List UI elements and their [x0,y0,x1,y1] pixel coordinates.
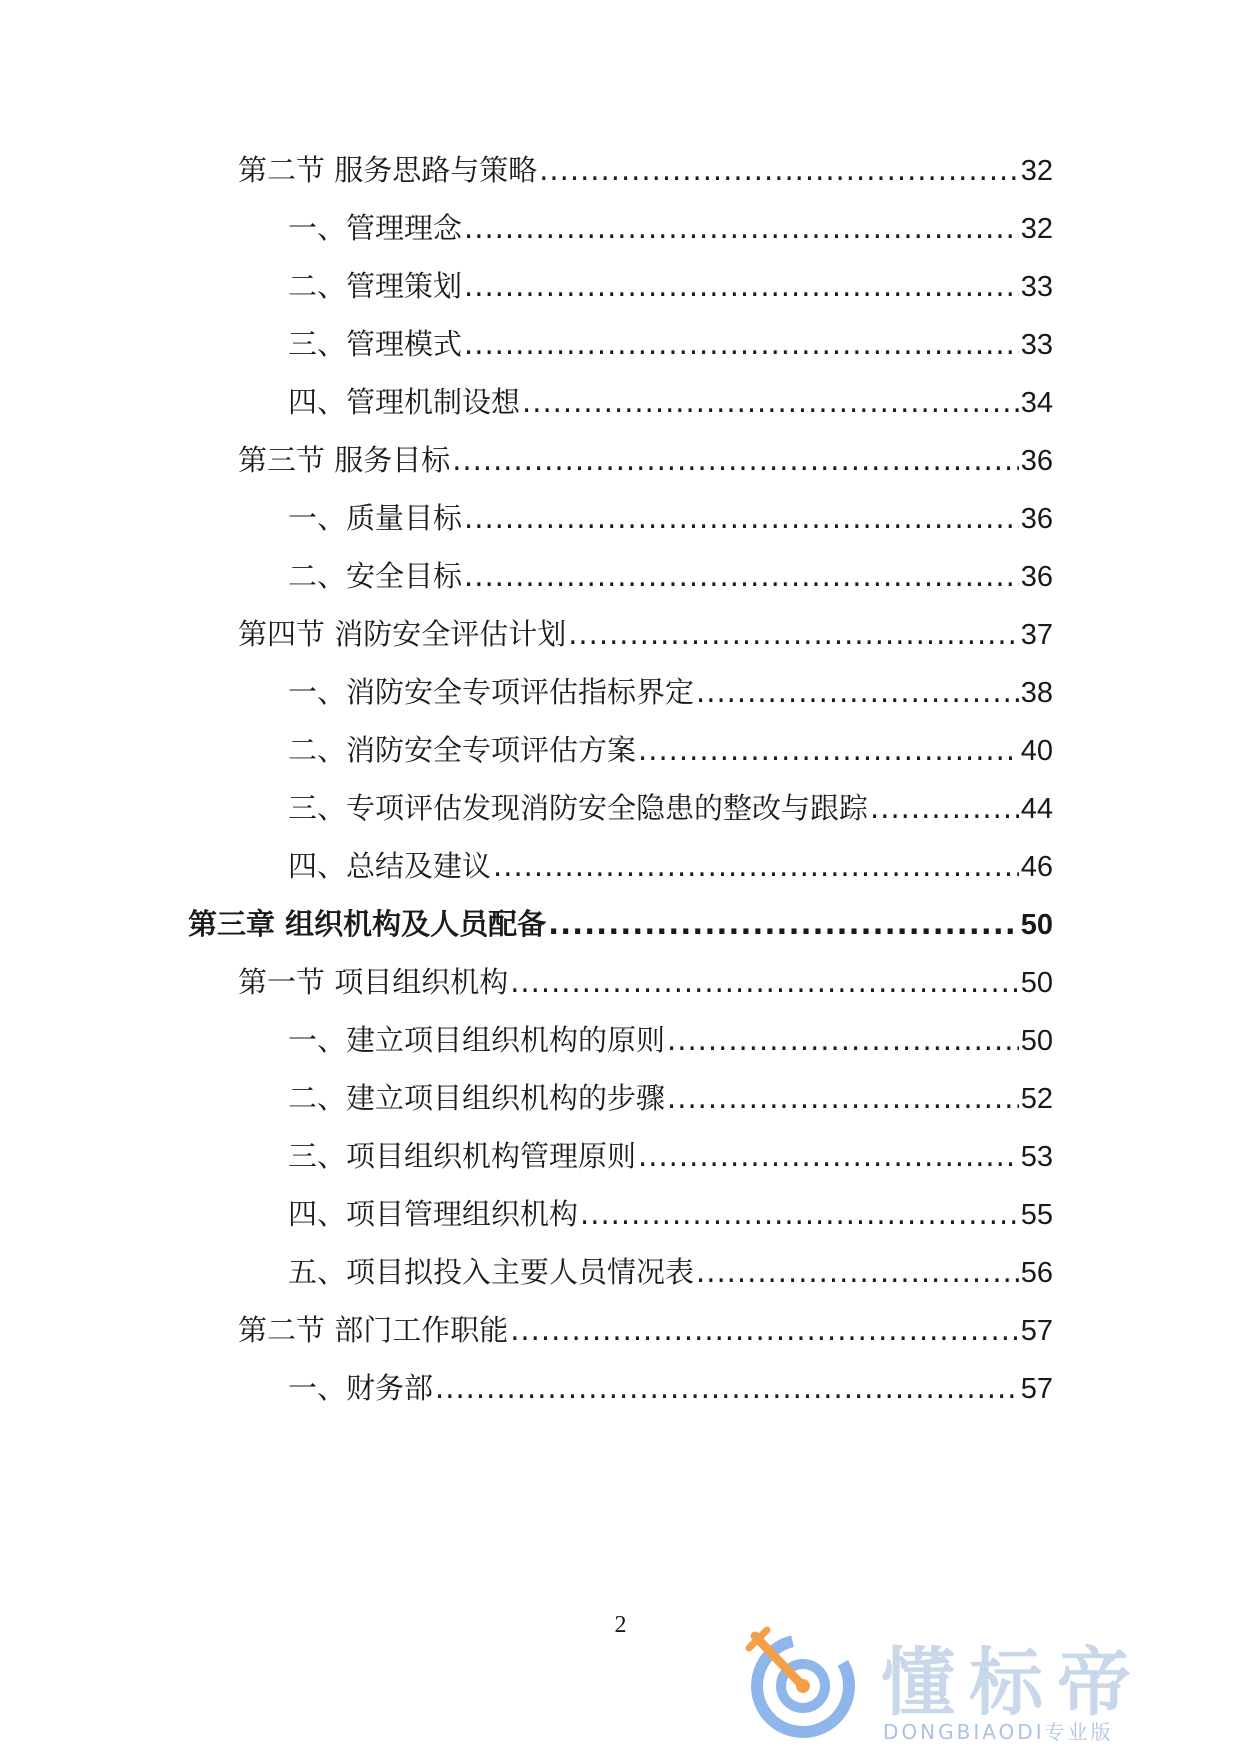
toc-leader [435,1368,1019,1408]
toc-entry-title: 四、总结及建议 [288,849,492,883]
toc-entry-title: 第三章 组织机构及人员配备 [188,907,547,941]
toc-entry-title: 三、管理模式 [288,327,463,361]
toc-entry-page: 55 [1020,1199,1053,1231]
toc-leader [696,672,1019,712]
toc-leader [870,788,1019,828]
toc-leader [464,324,1019,364]
toc-entry-page: 52 [1020,1083,1053,1115]
toc-entry-title: 第二节 部门工作职能 [238,1313,509,1347]
toc-entry-title: 一、建立项目组织机构的原则 [288,1023,666,1057]
toc-entry-page: 57 [1020,1373,1053,1405]
watermark [741,1616,1211,1746]
toc-entry-page: 36 [1020,503,1053,535]
watermark-brand: 懂标帝 [881,1640,1145,1726]
toc-entry [288,1020,1053,1060]
toc-entry-title: 一、质量目标 [288,501,463,535]
toc-entry-title: 四、项目管理组织机构 [288,1197,579,1231]
toc-entry-page: 36 [1020,445,1053,477]
toc-entry-page: 44 [1020,793,1053,825]
toc-leader [464,498,1019,538]
toc-entry-page: 50 [1020,967,1053,999]
toc-leader [638,730,1019,770]
toc-leader [539,150,1019,190]
toc-entry [288,1136,1053,1176]
toc-entry [288,324,1053,364]
toc-entry-title: 二、管理策划 [288,269,463,303]
toc-leader [638,1136,1019,1176]
toc-entry-page: 40 [1020,735,1053,767]
toc-entry [288,1194,1053,1234]
toc-entry-title: 一、消防安全专项评估指标界定 [288,675,695,709]
toc-entry [238,150,1053,190]
toc-leader [510,962,1019,1002]
toc-entry-page: 50 [1020,1025,1053,1057]
watermark-subtitle: DONGBIAODI专业版 [883,1720,1114,1744]
toc-entry [288,556,1053,596]
toc-leader [452,440,1019,480]
toc-entry [288,498,1053,538]
toc-entry [288,208,1053,248]
toc-leader [667,1020,1019,1060]
toc-entry-page: 33 [1020,329,1053,361]
toc-leader [464,208,1019,248]
toc-leader [510,1310,1019,1350]
toc-leader [568,614,1019,654]
toc-entry [288,1252,1053,1292]
toc-entry-title: 三、项目组织机构管理原则 [288,1139,637,1173]
toc-entry-page: 33 [1020,271,1053,303]
toc-entry-page: 53 [1020,1141,1053,1173]
toc-entry [238,962,1053,1002]
toc-entry [288,1078,1053,1118]
toc-entry-page: 57 [1020,1315,1053,1347]
toc-entry-page: 34 [1020,387,1053,419]
toc-entry-page: 56 [1020,1257,1053,1289]
toc-entry-page: 50 [1020,909,1053,941]
toc-entry-title: 第二节 服务思路与策略 [238,153,538,187]
toc-entry-page: 37 [1020,619,1053,651]
toc-entry-title: 第三节 服务目标 [238,443,451,477]
toc-entry-title: 第四节 消防安全评估计划 [238,617,567,651]
toc-entry-title: 一、财务部 [288,1371,434,1405]
toc-leader [580,1194,1019,1234]
toc-leader [464,266,1019,306]
toc-entry [288,382,1053,422]
toc-entry [238,1310,1053,1350]
toc-entry-title: 三、专项评估发现消防安全隐患的整改与跟踪 [288,791,869,825]
toc-entry [288,846,1053,886]
toc-entry [288,788,1053,828]
toc-entry-title: 五、项目拟投入主要人员情况表 [288,1255,695,1289]
toc-entry-page: 32 [1020,155,1053,187]
toc-entry [238,614,1053,654]
toc-entry-title: 二、消防安全专项评估方案 [288,733,637,767]
toc-entry-page: 38 [1020,677,1053,709]
toc-entry-title: 第一节 项目组织机构 [238,965,509,999]
toc-entry-title: 二、建立项目组织机构的步骤 [288,1081,666,1115]
toc-leader [696,1252,1019,1292]
toc-entry [238,440,1053,480]
toc-entry [288,1368,1053,1408]
toc-leader [464,556,1019,596]
toc-entry-page: 32 [1020,213,1053,245]
toc-entry-title: 一、管理理念 [288,211,463,245]
toc-leader [493,846,1019,886]
toc-leader [667,1078,1019,1118]
toc-entry [288,672,1053,712]
page-number: 2 [614,1612,627,1638]
toc-leader [522,382,1019,422]
toc-entry-page: 36 [1020,561,1053,593]
toc-entry-title: 四、管理机制设想 [288,385,521,419]
toc-entry-page: 46 [1020,851,1053,883]
toc-entry [288,730,1053,770]
toc-leader [548,904,1019,944]
toc-entry [288,266,1053,306]
target-arrow-icon [741,1622,861,1742]
toc-entry-chapter [188,904,1053,944]
toc-entry-title: 二、安全目标 [288,559,463,593]
